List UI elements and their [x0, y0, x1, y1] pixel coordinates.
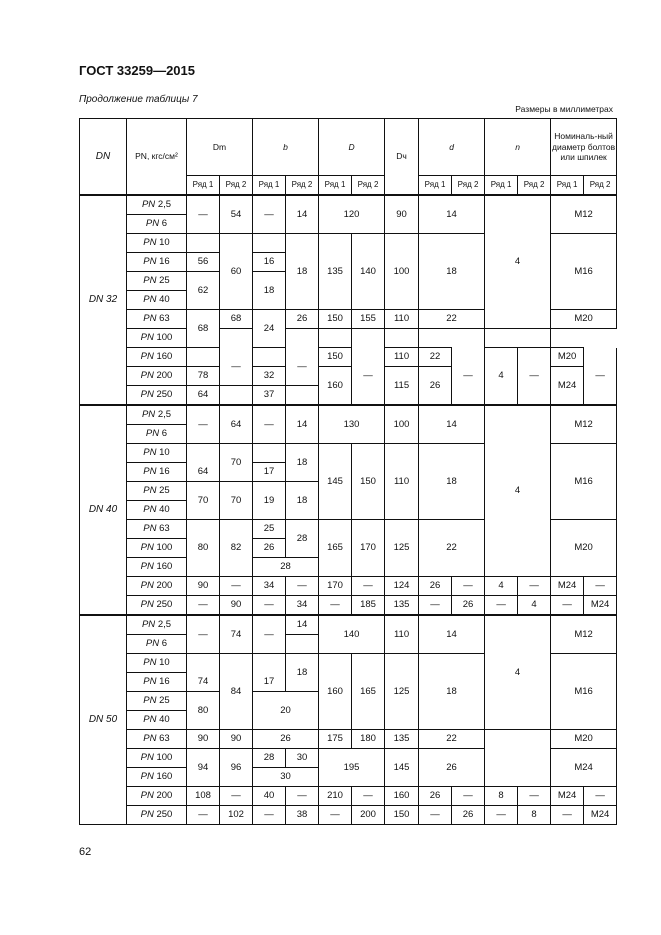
value-cell: 90	[187, 730, 220, 749]
value-cell: —	[352, 787, 385, 806]
value-cell: 96	[220, 749, 253, 787]
value-cell: —	[286, 787, 319, 806]
value-cell: —	[253, 405, 286, 444]
value-cell: 17	[253, 673, 286, 692]
pn-cell: PN 16	[127, 463, 187, 482]
value-cell: —	[551, 806, 584, 825]
value-cell: 200	[352, 806, 385, 825]
value-cell: 140	[352, 234, 385, 310]
pn-cell: PN 100	[127, 539, 187, 558]
value-cell: —	[485, 806, 518, 825]
value-cell: 24	[253, 310, 286, 348]
value-cell: 26	[419, 367, 452, 406]
value-cell: —	[187, 195, 220, 234]
value-cell: 4	[485, 195, 551, 329]
value-cell: 64	[220, 405, 253, 444]
value-cell: M16	[551, 654, 617, 730]
row-label: Ряд 2	[584, 176, 617, 196]
value-cell: 14	[286, 195, 319, 234]
row-label: Ряд 1	[419, 176, 452, 196]
pn-cell: PN 250	[127, 806, 187, 825]
row-label: Ряд 1	[485, 176, 518, 196]
value-cell: 110	[385, 348, 419, 367]
dn-group-label: DN 40	[80, 405, 127, 615]
value-cell: M12	[551, 615, 617, 654]
value-cell: 38	[286, 806, 319, 825]
value-cell: 145	[319, 444, 352, 520]
value-cell	[187, 348, 220, 367]
value-cell: —	[253, 596, 286, 616]
pn-cell: PN 200	[127, 787, 187, 806]
value-cell: 180	[352, 730, 385, 749]
pn-cell: PN 40	[127, 501, 187, 520]
value-cell: 4	[485, 577, 518, 596]
value-cell: 28	[286, 520, 319, 558]
value-cell: 195	[319, 749, 385, 787]
value-cell: —	[352, 577, 385, 596]
dn-group-label: DN 50	[80, 615, 127, 825]
value-cell: 110	[385, 310, 419, 329]
value-cell: 145	[385, 749, 419, 787]
row-label: Ряд 2	[220, 176, 253, 196]
value-cell: —	[286, 348, 319, 386]
value-cell: 60	[220, 234, 253, 310]
value-cell: 130	[319, 405, 385, 444]
value-cell: 210	[319, 787, 352, 806]
col-header-D: D	[319, 119, 385, 176]
value-cell: 32	[253, 367, 286, 386]
value-cell: M24	[551, 367, 584, 406]
value-cell: 34	[253, 577, 286, 596]
value-cell: 8	[485, 787, 518, 806]
row-label: Ряд 1	[551, 176, 584, 196]
value-cell	[253, 234, 286, 253]
col-header-dch: Dч	[385, 119, 419, 196]
value-cell: 165	[319, 520, 352, 577]
value-cell: 150	[319, 310, 352, 329]
value-cell: —	[584, 577, 617, 596]
pn-cell: PN 2,5	[127, 195, 187, 215]
pn-cell: PN 160	[127, 768, 187, 787]
value-cell	[419, 329, 485, 348]
value-cell: 18	[286, 482, 319, 520]
value-cell: 110	[385, 615, 419, 654]
value-cell: —	[518, 577, 551, 596]
value-cell: 120	[319, 195, 385, 234]
pn-cell: PN 10	[127, 654, 187, 673]
value-cell: 18	[419, 654, 485, 730]
value-cell: 54	[220, 195, 253, 234]
value-cell: M24	[584, 596, 617, 616]
value-cell: 108	[187, 787, 220, 806]
pn-cell: PN 250	[127, 596, 187, 616]
dn-group-label: DN 32	[80, 195, 127, 405]
value-cell	[352, 329, 385, 348]
value-cell: 124	[385, 577, 419, 596]
value-cell: 100	[385, 234, 419, 310]
value-cell: M24	[584, 806, 617, 825]
value-cell: —	[187, 596, 220, 616]
pn-cell: PN 200	[127, 367, 187, 386]
value-cell: 125	[385, 520, 419, 577]
pn-cell: PN 63	[127, 730, 187, 749]
value-cell	[485, 730, 551, 787]
value-cell: 8	[518, 806, 551, 825]
value-cell: 26	[253, 539, 286, 558]
value-cell: 110	[385, 444, 419, 520]
value-cell: 160	[319, 367, 352, 406]
value-cell: 160	[385, 787, 419, 806]
value-cell: 62	[187, 272, 220, 310]
value-cell: —	[584, 787, 617, 806]
value-cell	[220, 386, 253, 406]
value-cell: 18	[419, 444, 485, 520]
value-cell: 150	[352, 444, 385, 520]
value-cell: 90	[385, 195, 419, 234]
value-cell: 14	[419, 615, 485, 654]
value-cell: 37	[253, 386, 286, 406]
value-cell: 4	[485, 405, 551, 577]
value-cell: 22	[419, 520, 485, 577]
value-cell: —	[220, 787, 253, 806]
value-cell: 150	[385, 806, 419, 825]
document-header: ГОСТ 33259—2015	[79, 63, 195, 78]
value-cell	[286, 329, 319, 348]
pn-cell: PN 40	[127, 291, 187, 310]
value-cell: —	[518, 348, 551, 406]
pn-cell: PN 25	[127, 692, 187, 711]
value-cell: 18	[253, 272, 286, 310]
value-cell: 18	[286, 444, 319, 482]
value-cell: M16	[551, 234, 617, 310]
value-cell: —	[518, 787, 551, 806]
pn-cell: PN 250	[127, 386, 187, 406]
value-cell: —	[187, 615, 220, 654]
flange-dimensions-table	[79, 118, 617, 825]
value-cell	[319, 329, 352, 348]
value-cell	[286, 635, 319, 654]
page-number: 62	[79, 846, 92, 858]
value-cell: 70	[220, 444, 253, 482]
value-cell: 68	[220, 310, 253, 329]
col-header-b: b	[253, 119, 319, 176]
units-note: Размеры в миллиметрах	[515, 104, 613, 114]
value-cell: 28	[253, 749, 286, 768]
value-cell: 20	[253, 692, 319, 730]
value-cell	[286, 386, 319, 406]
value-cell: 4	[518, 596, 551, 616]
value-cell: 25	[253, 520, 286, 539]
value-cell: —	[187, 405, 220, 444]
value-cell: —	[419, 596, 452, 616]
col-header-bolt: Номиналь-ный диаметр болтов или шпилек	[551, 119, 617, 176]
value-cell: 185	[352, 596, 385, 616]
value-cell: —	[253, 195, 286, 234]
value-cell: 14	[286, 405, 319, 444]
value-cell: 4	[485, 615, 551, 730]
value-cell: M20	[551, 310, 617, 329]
value-cell: —	[452, 787, 485, 806]
pn-cell: PN 200	[127, 577, 187, 596]
pn-cell: PN 16	[127, 673, 187, 692]
value-cell: 26	[419, 787, 452, 806]
value-cell: 28	[253, 558, 319, 577]
value-cell: 155	[352, 310, 385, 329]
value-cell: 70	[187, 482, 220, 520]
value-cell: 175	[319, 730, 352, 749]
value-cell: M24	[551, 577, 584, 596]
value-cell: 115	[385, 367, 419, 406]
row-label: Ряд 2	[452, 176, 485, 196]
col-header-n: n	[485, 119, 551, 176]
value-cell: 14	[419, 195, 485, 234]
value-cell: 30	[253, 768, 319, 787]
value-cell: 84	[220, 654, 253, 730]
value-cell: M12	[551, 195, 617, 234]
pn-cell: PN 6	[127, 425, 187, 444]
pn-cell: PN 100	[127, 329, 187, 348]
value-cell: 125	[385, 654, 419, 730]
value-cell	[187, 654, 220, 673]
value-cell: 160	[319, 654, 352, 730]
pn-cell: PN 16	[127, 253, 187, 272]
value-cell: 82	[220, 520, 253, 577]
value-cell: —	[551, 596, 584, 616]
pn-cell: PN 40	[127, 711, 187, 730]
value-cell: —	[319, 806, 352, 825]
value-cell	[187, 444, 220, 463]
value-cell: —	[485, 596, 518, 616]
value-cell: 74	[187, 673, 220, 692]
value-cell: 64	[187, 386, 220, 406]
value-cell: 170	[352, 520, 385, 577]
value-cell: M20	[551, 520, 617, 577]
value-cell: 90	[220, 730, 253, 749]
value-cell: —	[220, 348, 253, 386]
value-cell: 14	[286, 615, 319, 635]
value-cell: —	[286, 577, 319, 596]
value-cell: —	[319, 596, 352, 616]
value-cell: 18	[286, 654, 319, 692]
value-cell: 165	[352, 654, 385, 730]
pn-cell: PN 2,5	[127, 615, 187, 635]
value-cell: 22	[419, 310, 485, 329]
value-cell: 22	[419, 730, 485, 749]
value-cell: 90	[187, 577, 220, 596]
value-cell: —	[419, 806, 452, 825]
value-cell: 14	[419, 405, 485, 444]
col-header-d: d	[419, 119, 485, 176]
value-cell: M20	[551, 730, 617, 749]
value-cell: M20	[551, 348, 584, 367]
table-caption: Продолжение таблицы 7	[79, 94, 198, 105]
value-cell: 140	[319, 615, 385, 654]
value-cell: 30	[286, 749, 319, 768]
value-cell: 18	[419, 234, 485, 310]
value-cell: 17	[253, 463, 286, 482]
pn-cell: PN 160	[127, 558, 187, 577]
value-cell	[485, 329, 551, 348]
value-cell: —	[187, 806, 220, 825]
pn-cell: PN 6	[127, 635, 187, 654]
pn-cell: PN 25	[127, 272, 187, 291]
value-cell	[253, 444, 286, 463]
pn-cell: PN 10	[127, 234, 187, 253]
col-header-pn: PN, кгс/см²	[127, 119, 187, 196]
pn-cell: PN 63	[127, 520, 187, 539]
value-cell	[253, 654, 286, 673]
row-label: Ряд 2	[286, 176, 319, 196]
value-cell: —	[452, 348, 485, 406]
value-cell: M16	[551, 444, 617, 520]
value-cell: —	[220, 577, 253, 596]
row-label: Ряд 1	[319, 176, 352, 196]
value-cell: M24	[551, 787, 584, 806]
value-cell	[187, 234, 220, 253]
pn-cell: PN 63	[127, 310, 187, 329]
value-cell: 26	[286, 310, 319, 329]
col-header-dn: DN	[80, 119, 127, 196]
value-cell: 100	[385, 405, 419, 444]
value-cell: 70	[220, 482, 253, 520]
value-cell: 150	[319, 348, 352, 367]
value-cell: 56	[187, 253, 220, 272]
value-cell: 19	[253, 482, 286, 520]
value-cell: 22	[419, 348, 452, 367]
value-cell	[253, 348, 286, 367]
value-cell: 26	[452, 596, 485, 616]
row-label: Ряд 1	[187, 176, 220, 196]
value-cell: 94	[187, 749, 220, 787]
value-cell: 26	[452, 806, 485, 825]
pn-cell: PN 6	[127, 215, 187, 234]
value-cell: 80	[187, 520, 220, 577]
value-cell: 90	[220, 596, 253, 616]
value-cell: —	[253, 806, 286, 825]
value-cell: 68	[187, 310, 220, 348]
value-cell: 135	[385, 730, 419, 749]
value-cell: 74	[220, 615, 253, 654]
value-cell: 26	[253, 730, 319, 749]
value-cell: 78	[187, 367, 220, 386]
row-label: Ряд 1	[253, 176, 286, 196]
value-cell: —	[352, 348, 385, 406]
value-cell: 170	[319, 577, 352, 596]
pn-cell: PN 100	[127, 749, 187, 768]
value-cell: 26	[419, 749, 485, 787]
value-cell	[385, 329, 419, 348]
value-cell: 135	[385, 596, 419, 616]
pn-cell: PN 160	[127, 348, 187, 367]
value-cell: 64	[187, 463, 220, 482]
value-cell: 102	[220, 806, 253, 825]
value-cell: M12	[551, 405, 617, 444]
value-cell: 80	[187, 692, 220, 730]
value-cell: —	[452, 577, 485, 596]
value-cell: 4	[485, 348, 518, 406]
value-cell: 40	[253, 787, 286, 806]
pn-cell: PN 25	[127, 482, 187, 501]
row-label: Ряд 2	[518, 176, 551, 196]
pn-cell: PN 10	[127, 444, 187, 463]
value-cell: —	[253, 615, 286, 654]
value-cell: 16	[253, 253, 286, 272]
pn-cell: PN 2,5	[127, 405, 187, 425]
value-cell: 18	[286, 234, 319, 310]
col-header-dm: Dm	[187, 119, 253, 176]
value-cell: 135	[319, 234, 352, 310]
value-cell: 26	[419, 577, 452, 596]
value-cell	[220, 329, 253, 348]
value-cell: 34	[286, 596, 319, 616]
row-label: Ряд 2	[352, 176, 385, 196]
value-cell: M24	[551, 749, 617, 787]
value-cell: —	[584, 348, 617, 406]
